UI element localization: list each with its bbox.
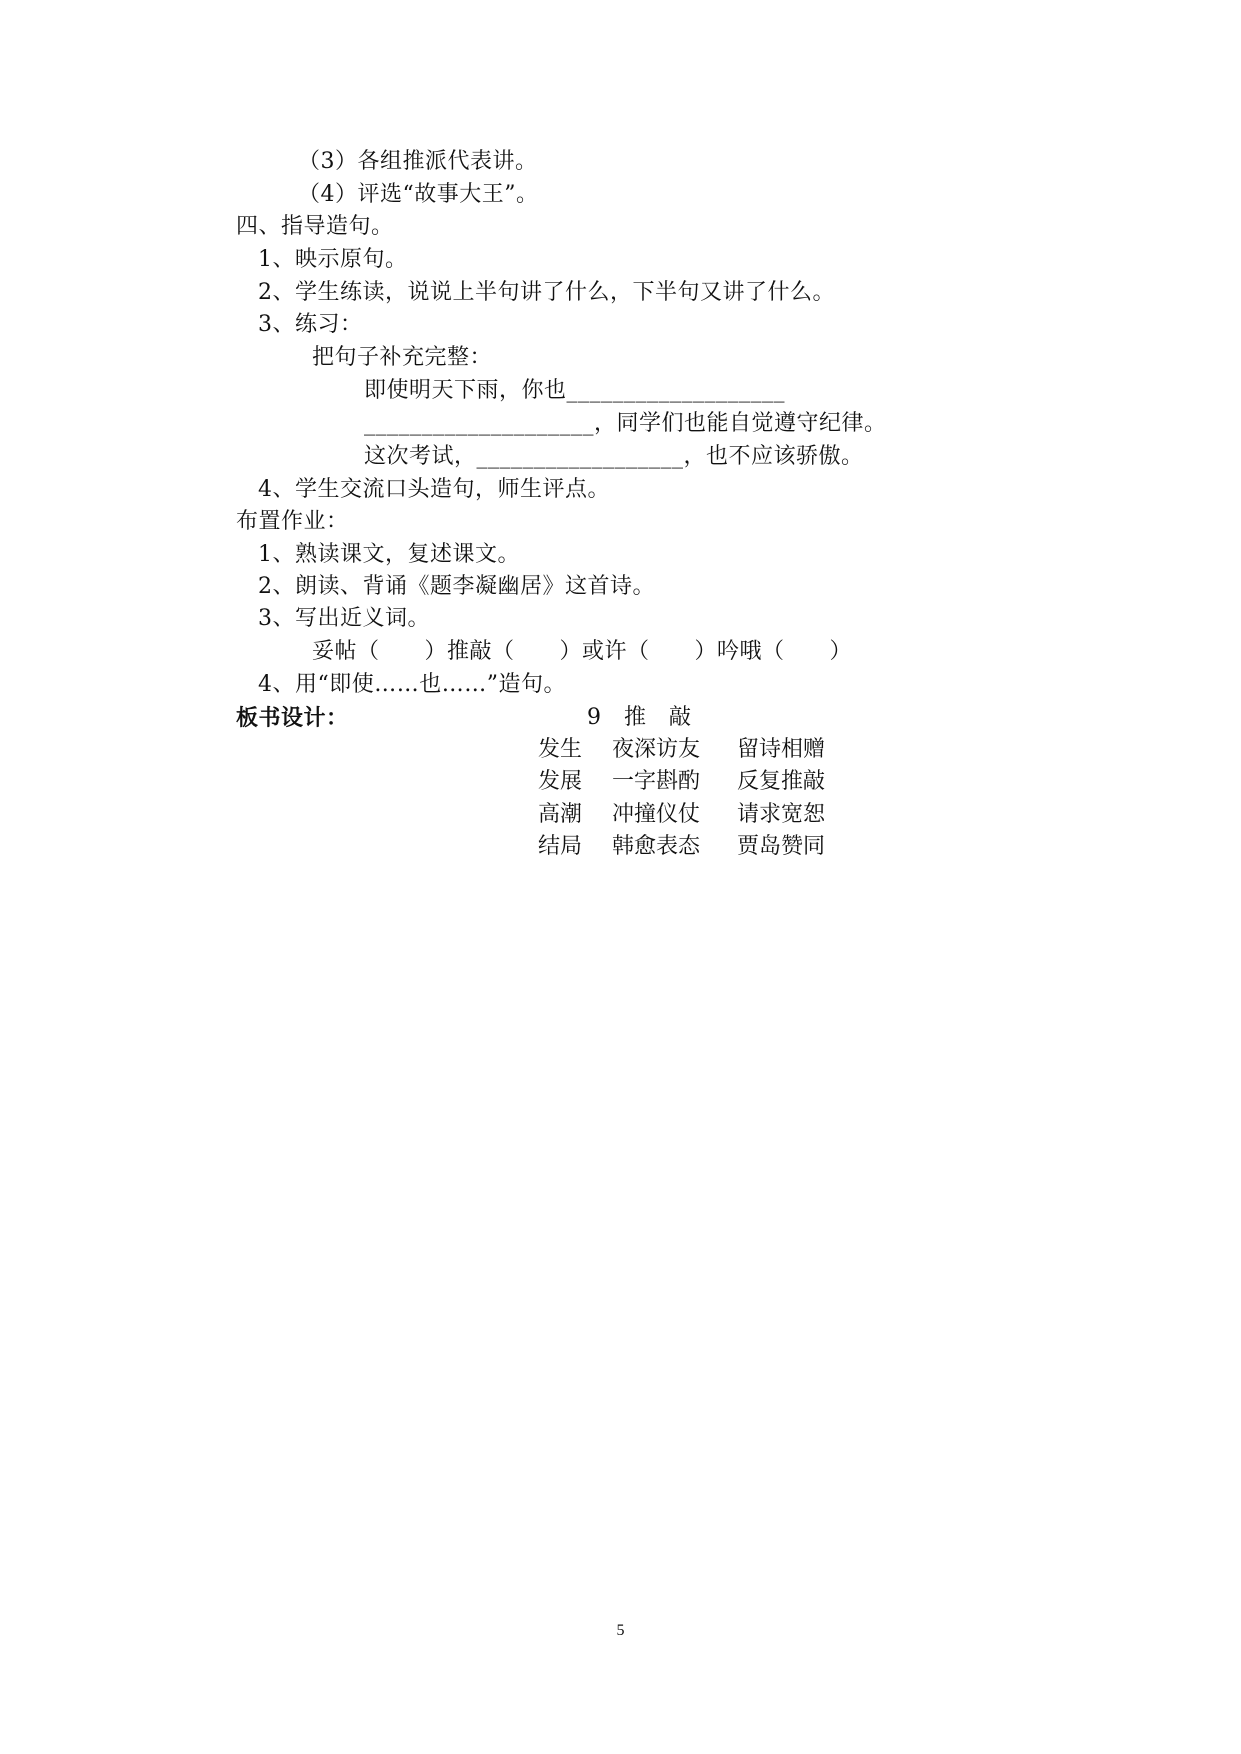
board-design-label: 板书设计： <box>236 705 349 731</box>
section-heading-sentence-making: 四、指导造句。 <box>236 214 394 239</box>
homework-item-2: 2、朗读、背诵《题李凝幽居》这首诗。 <box>258 574 655 599</box>
board-event: 夜深访友 <box>612 737 701 762</box>
text-line-item-3: 3、练习： <box>258 312 363 337</box>
fill-in-sentence-3: 这次考试，__________________，也不应该骄傲。 <box>364 444 864 469</box>
board-event: 一字斟酌 <box>612 769 701 794</box>
board-row <box>538 800 825 830</box>
board-stage: 发展 <box>538 769 583 794</box>
text-line-step-3: （3）各组推派代表讲。 <box>298 149 538 174</box>
board-outcome: 反复推敲 <box>737 769 826 794</box>
board-outcome: 请求宽恕 <box>737 802 826 827</box>
homework-item-4: 4、用“即使……也……”造句。 <box>258 672 566 697</box>
board-stage: 结局 <box>538 834 583 859</box>
synonym-exercise: 妥帖（ ）推敲（ ）或许（ ）吟哦（ ） <box>312 639 853 664</box>
text-line-step-4: （4）评选“故事大王”。 <box>298 182 539 207</box>
text-line-item-2: 2、学生练读，说说上半句讲了什么，下半句又讲了什么。 <box>258 280 835 305</box>
board-outcome: 贾岛赞同 <box>737 834 826 859</box>
text-line-item-4: 4、学生交流口头造句，师生评点。 <box>258 477 610 502</box>
page-number: 5 <box>616 1622 625 1639</box>
board-row <box>538 767 825 797</box>
board-event: 韩愈表态 <box>612 834 701 859</box>
fill-in-sentence-1: 即使明天下雨，你也___________________ <box>364 378 786 403</box>
text-line-item-1: 1、映示原句。 <box>258 247 408 272</box>
board-row <box>538 832 825 862</box>
board-stage: 高潮 <box>538 802 583 827</box>
section-heading-homework: 布置作业： <box>236 509 349 534</box>
board-row <box>538 735 825 765</box>
homework-item-1: 1、熟读课文，复述课文。 <box>258 542 520 567</box>
homework-item-3: 3、写出近义词。 <box>258 606 430 631</box>
fill-in-sentence-2: ____________________，同学们也能自觉遵守纪律。 <box>364 411 887 436</box>
board-stage: 发生 <box>538 737 583 762</box>
board-outcome: 留诗相赠 <box>737 737 826 762</box>
text-line-instruction: 把句子补充完整： <box>312 345 493 370</box>
board-design-title: 9 推 敲 <box>587 705 692 730</box>
board-event: 冲撞仪仗 <box>612 802 701 827</box>
